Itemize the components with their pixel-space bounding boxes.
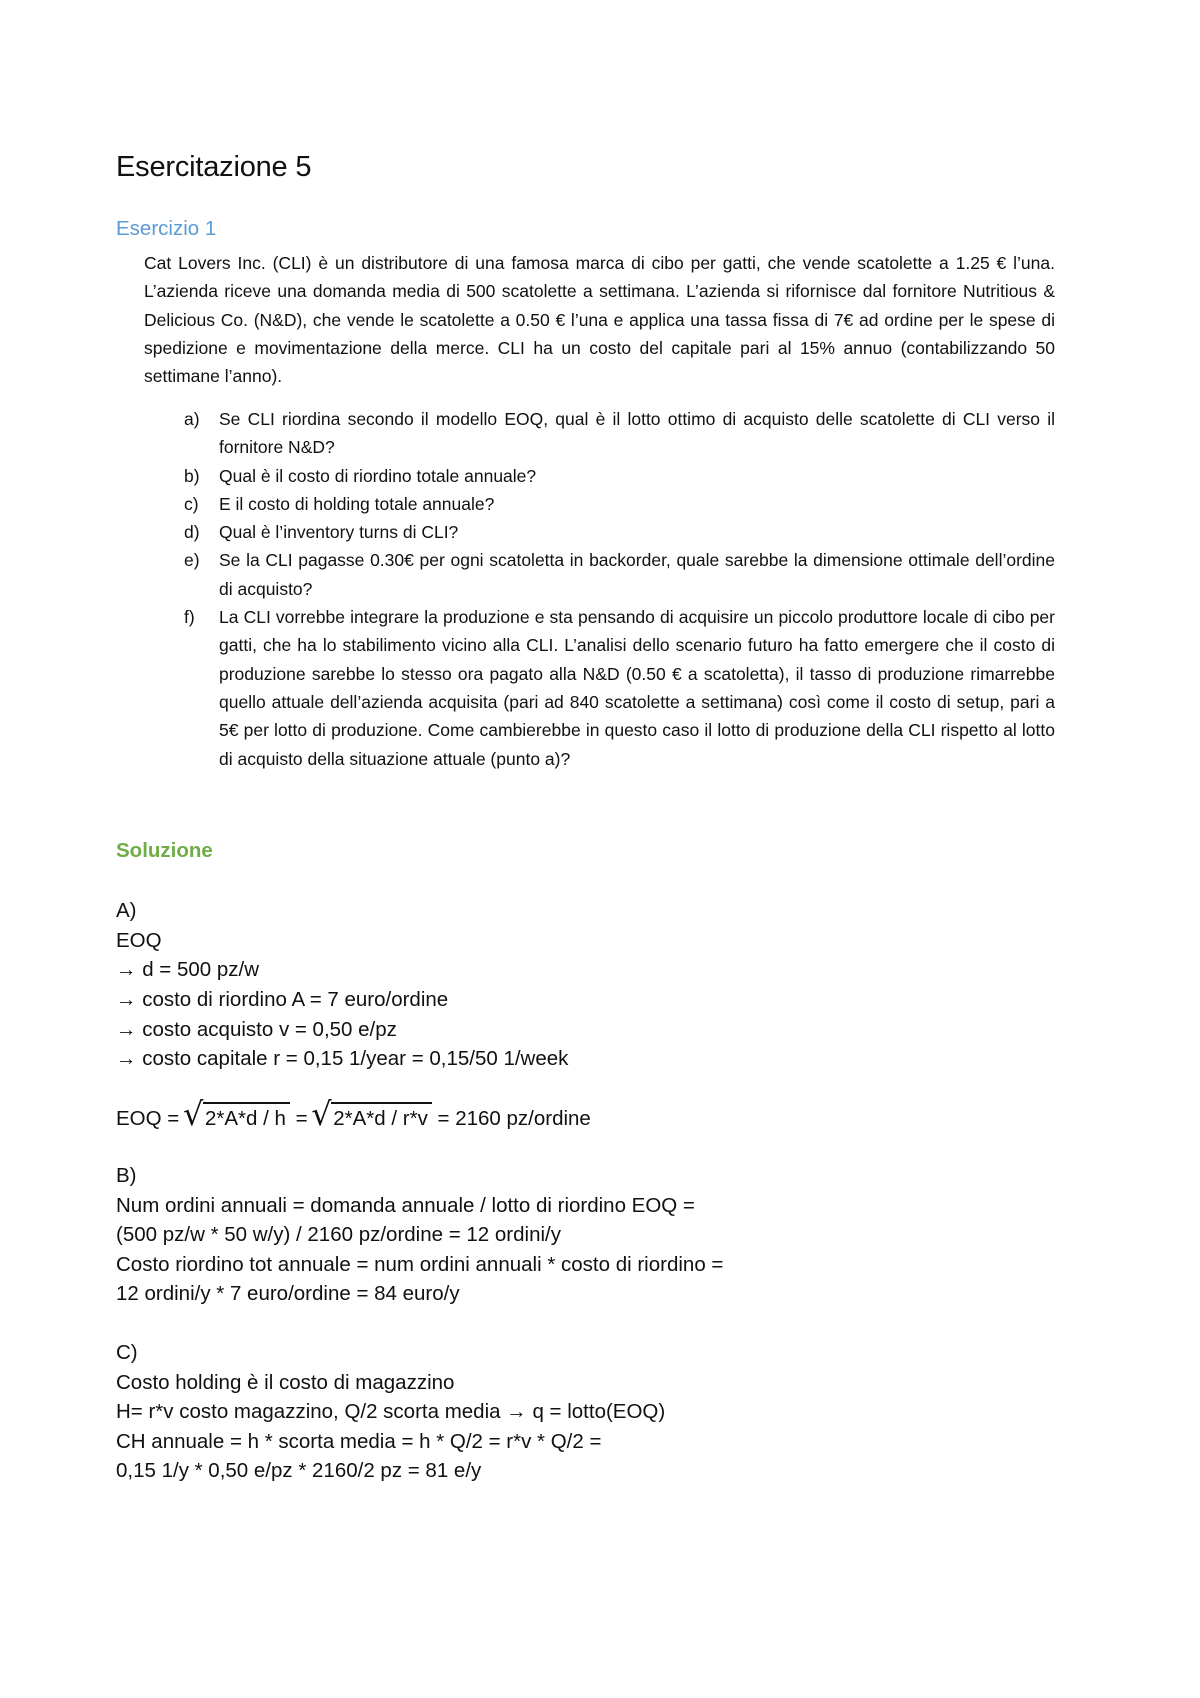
arrow-right-icon: → xyxy=(116,958,137,981)
solution-a-line: → costo acquisto v = 0,50 e/pz xyxy=(116,1018,397,1041)
solution-b-line: (500 pz/w * 50 w/y) / 2160 pz/ordine = 12 ordini/y xyxy=(116,1223,561,1246)
question-text: E il costo di holding totale annuale? xyxy=(219,493,495,514)
page-title: Esercitazione 5 xyxy=(116,151,312,183)
question-text: La CLI vorrebbe integrare la produzione e sta pensando di acquisire un piccolo produttore locale di cibo per gatti, che ha lo stabilimento vicino alla CLI. L’analisi dello scenario futuro ha fatto emergere che il costo di produzione sarebbe lo stesso ora pagato alla N&D (0.50 € a scatoletta), il tasso di produzione rimarrebbe quello attuale dell’azienda acquisita (pari ad 840 scatolette a settimana) così come il costo di setup, pari a 5€ per lotto di produzione. Come cambierebbe in questo caso il lotto di produzione della CLI rispetto al lotto di acquisto della situazione attuale (punto a)? xyxy=(219,607,1055,769)
solution-c-line: Costo holding è il costo di magazzino xyxy=(116,1371,455,1394)
arrow-right-icon: → xyxy=(116,988,137,1011)
question-letter: a) xyxy=(184,409,200,429)
solution-c-line: H= r*v costo magazzino, Q/2 scorta media → q = lotto(EOQ) xyxy=(116,1400,666,1423)
solution-a-label: A) xyxy=(116,899,137,922)
arrow-right-icon: → xyxy=(116,1018,137,1041)
questions-list xyxy=(144,405,1055,773)
question-letter: b) xyxy=(184,465,200,486)
arrow-right-icon: → xyxy=(506,1400,527,1423)
arrow-right-icon: → xyxy=(116,1047,137,1070)
question-item xyxy=(144,546,1055,603)
question-item xyxy=(144,490,1055,518)
solution-c-line: 0,15 1/y * 0,50 e/pz * 2160/2 pz = 81 e/y xyxy=(116,1459,482,1482)
question-item xyxy=(144,405,1055,462)
question-item xyxy=(144,518,1055,546)
solution-b-line: Costo riordino tot annuale = num ordini annuali * costo di riordino = xyxy=(116,1253,724,1276)
solution-c-line: CH annuale = h * scorta media = h * Q/2 = r*v * Q/2 = xyxy=(116,1430,602,1453)
question-letter: f) xyxy=(184,607,195,628)
sqrt-icon: √ xyxy=(311,1095,332,1133)
square-root: √ 2*A*d / r*v xyxy=(331,1102,432,1134)
question-letter: c) xyxy=(184,493,199,514)
question-text: Se la CLI pagasse 0.30€ per ogni scatoletta in backorder, quale sarebbe la dimensione ottimale dell’ordine di acquisto? xyxy=(219,550,1055,599)
solution-c-label: C) xyxy=(116,1341,138,1364)
question-letter: e) xyxy=(184,550,200,571)
question-item xyxy=(144,603,1055,773)
square-root: √ 2*A*d / h xyxy=(203,1102,290,1134)
eoq-formula: EOQ = √ 2*A*d / h = √ 2*A*d / r*v = 2160 pz/ordine xyxy=(116,1095,591,1133)
solution-b-label: B) xyxy=(116,1164,137,1187)
question-text: Se CLI riordina secondo il modello EOQ, qual è il lotto ottimo di acquisto delle scatolette di CLI verso il fornitore N&D? xyxy=(219,409,1055,458)
exercise-intro: Cat Lovers Inc. (CLI) è un distributore di una famosa marca di cibo per gatti, che vende scatolette a 1.25 € l’una. L’azienda riceve una domanda media di 500 scatolette a settimana. L’azienda si rifornisce dal fornitore Nutritious & Delicious Co. (N&D), che vende le scatolette a 0.50 € l’una e applica una tassa fissa di 7€ ad ordine per le spese di spedizione e movimentazione della merce. CLI ha un costo del capitale pari al 15% annuo (contabilizzando 50 settimane l’anno). xyxy=(144,253,1055,387)
exercise-heading: Esercizio 1 xyxy=(116,217,217,240)
solution-b-line: Num ordini annuali = domanda annuale / lotto di riordino EOQ = xyxy=(116,1194,695,1217)
question-text: Qual è l’inventory turns di CLI? xyxy=(219,522,459,543)
solution-a-line: → costo di riordino A = 7 euro/ordine xyxy=(116,988,449,1011)
question-item xyxy=(144,462,1055,490)
solution-heading: Soluzione xyxy=(116,839,213,862)
question-letter: d) xyxy=(184,522,200,543)
solution-a-line: → d = 500 pz/w xyxy=(116,958,260,981)
solution-eoq-label: EOQ xyxy=(116,929,162,952)
solution-a-line: → costo capitale r = 0,15 1/year = 0,15/50 1/week xyxy=(116,1047,569,1070)
sqrt-icon: √ xyxy=(182,1095,204,1133)
question-text: Qual è il costo di riordino totale annuale? xyxy=(219,465,537,486)
solution-b-line: 12 ordini/y * 7 euro/ordine = 84 euro/y xyxy=(116,1282,460,1305)
